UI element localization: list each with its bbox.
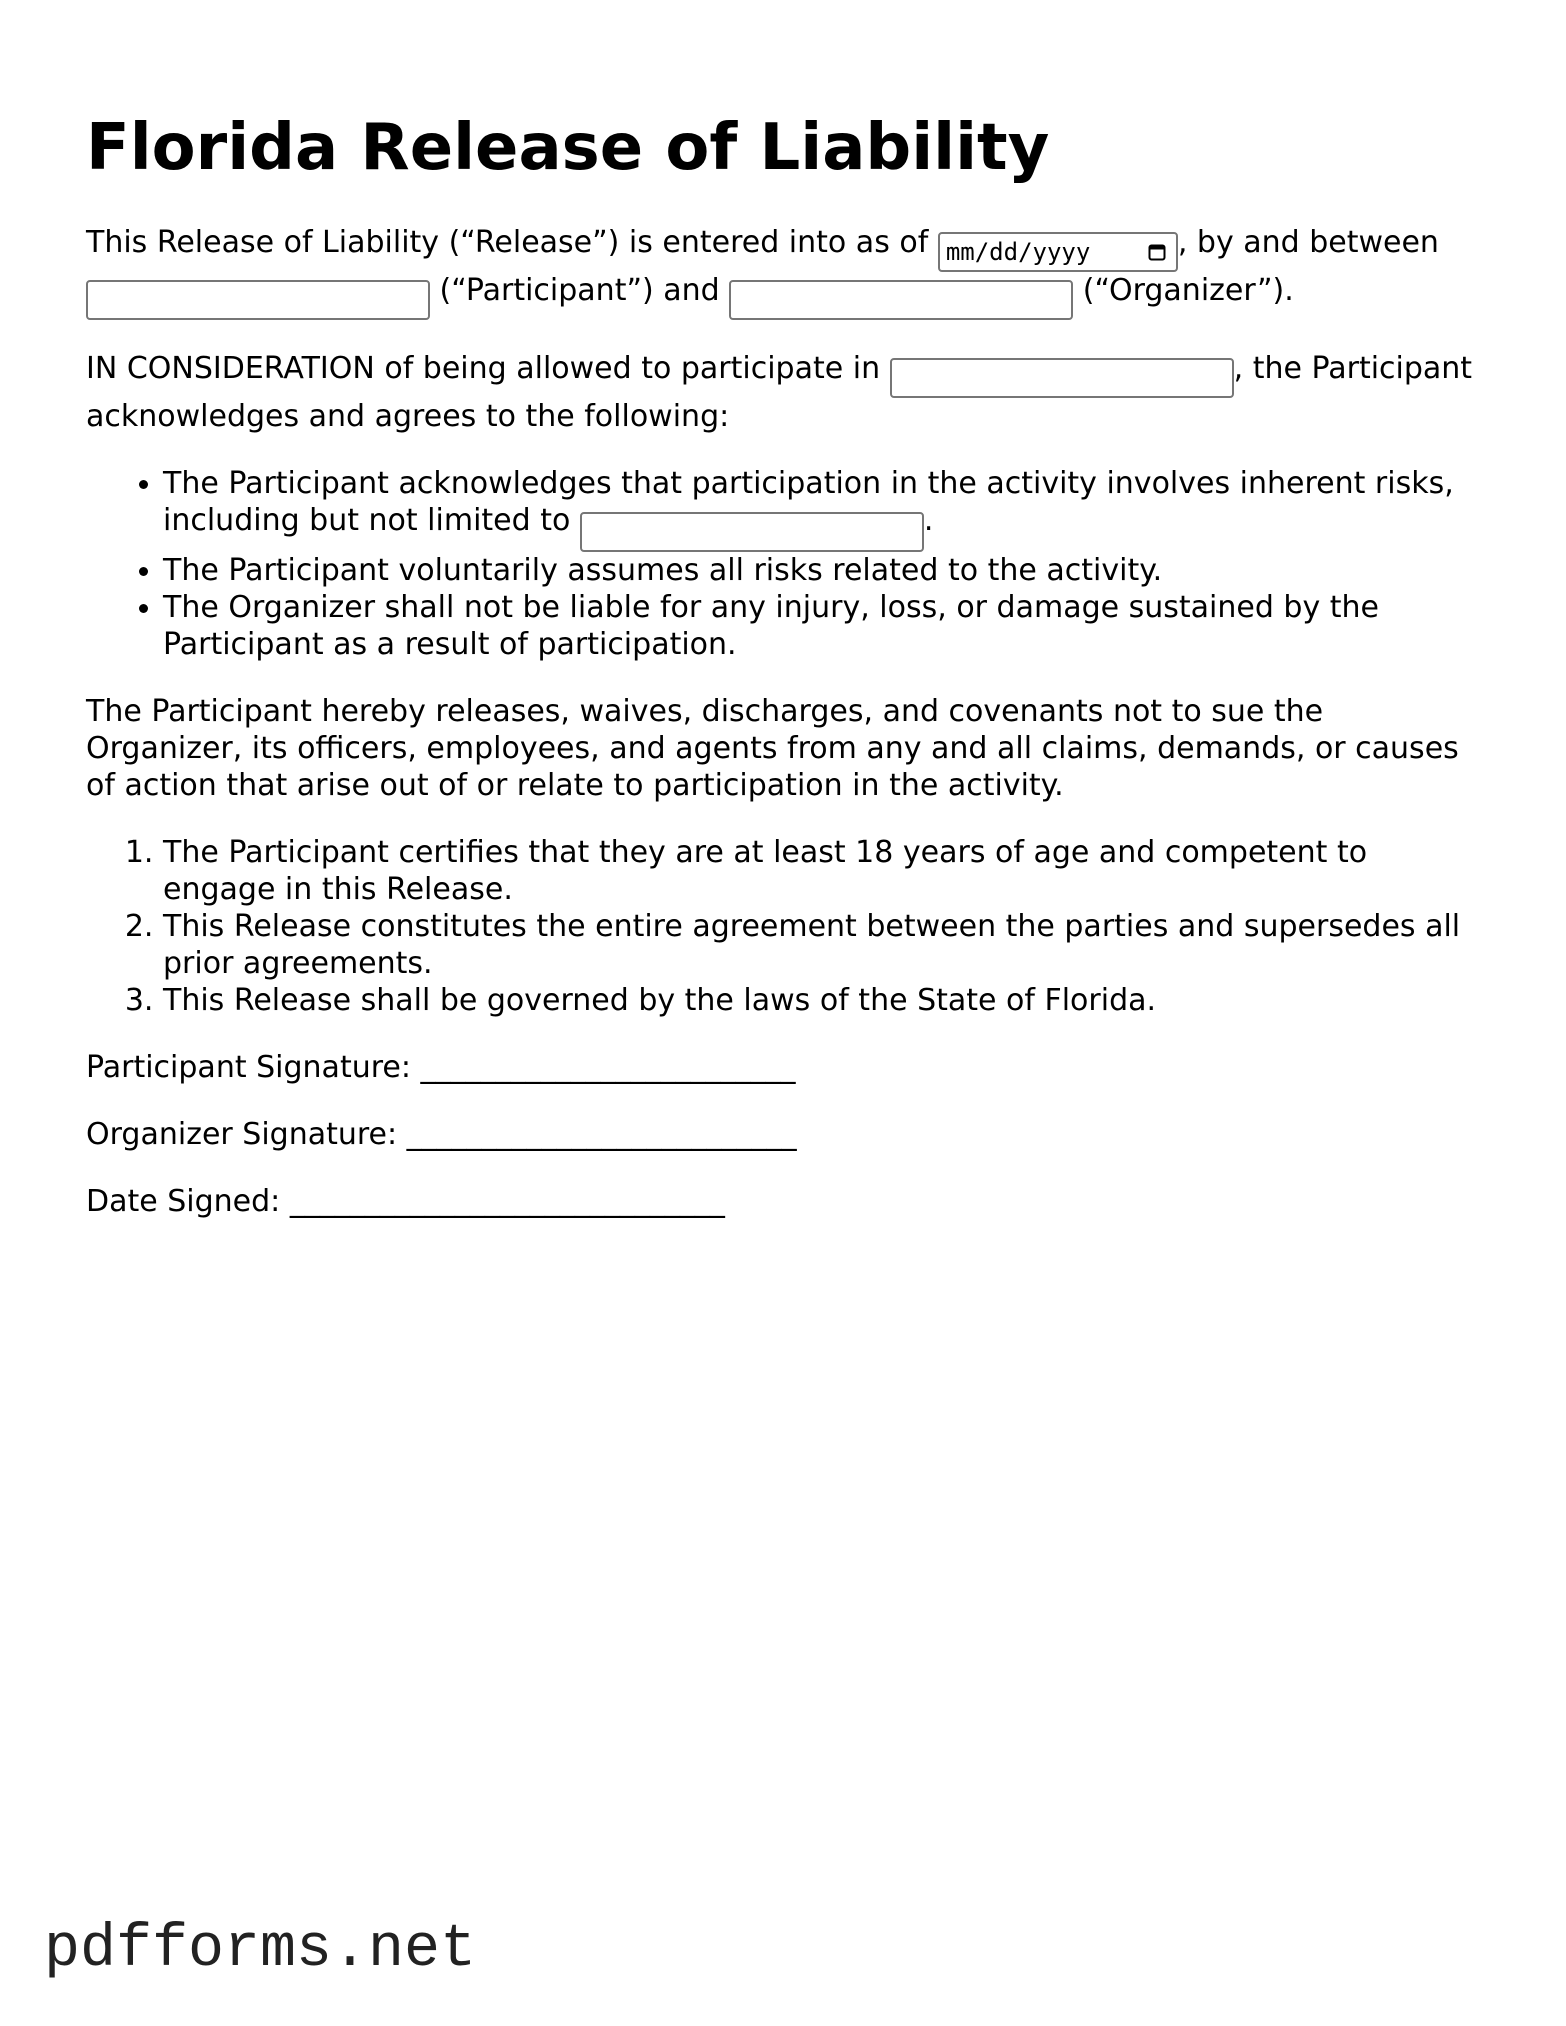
calendar-icon[interactable] — [1148, 243, 1166, 261]
participant-label: (“Participant”) and — [439, 273, 720, 308]
consideration-text-before: IN CONSIDERATION of being allowed to participate in — [86, 351, 881, 386]
participant-name-input[interactable] — [86, 280, 430, 320]
intro-text-after-date: , by and between — [1177, 225, 1439, 260]
site-watermark: pdfforms.net — [44, 1916, 477, 1984]
date-signed-blank: _____________________________ — [289, 1184, 725, 1219]
date-placeholder: mm/dd/yyyy — [945, 238, 1091, 266]
organizer-signature-blank: __________________________ — [406, 1117, 797, 1152]
release-paragraph: The Participant hereby releases, waives, discharges, and covenants not to sue the Organizer, its officers, employees, and agents from any and all claims, demands, or causes of action that arise out of or relate to participation in the activity. — [86, 694, 1459, 803]
participant-signature-label: Participant Signature: — [86, 1050, 411, 1085]
agreement-date-input[interactable] — [938, 232, 1178, 272]
risk-item-text: The Participant acknowledges that participation in the activity involves inherent risks, including but not limited to — [163, 466, 1454, 538]
list-item: 2. This Release constitutes the entire agreement between the parties and supersedes all prior agreements. — [163, 908, 1486, 982]
date-signed-line — [86, 1183, 1486, 1220]
list-item: 3. This Release shall be governed by the laws of the State of Florida. — [163, 982, 1486, 1019]
list-item: • The Participant voluntarily assumes all risks related to the activity. — [163, 552, 1486, 589]
participant-signature-blank: _________________________ — [420, 1050, 796, 1085]
acknowledgements-list — [86, 465, 1486, 663]
date-signed-label: Date Signed: — [86, 1184, 281, 1219]
terms-list — [86, 834, 1486, 1019]
intro-paragraph — [86, 224, 1486, 320]
intro-text-before-date: This Release of Liability (“Release”) is entered into as of — [86, 225, 929, 260]
release-form — [86, 100, 1486, 1250]
consideration-paragraph — [86, 350, 1486, 435]
risk-item-period: . — [923, 503, 934, 538]
list-item: • The Organizer shall not be liable for any injury, loss, or damage sustained by the Participant as a result of participation. — [163, 589, 1486, 663]
organizer-signature-line — [86, 1116, 1486, 1153]
organizer-name-input[interactable] — [729, 280, 1073, 320]
activity-input[interactable] — [890, 358, 1234, 398]
risks-input[interactable] — [580, 512, 924, 552]
page-title: Florida Release of Liability — [86, 111, 1050, 185]
organizer-label: (“Organizer”). — [1082, 273, 1294, 308]
participant-signature-line — [86, 1049, 1486, 1086]
consideration-text-after: , the Participant acknowledges and agrees to the following: — [86, 351, 1473, 434]
organizer-signature-label: Organizer Signature: — [86, 1117, 398, 1152]
list-item: 1. The Participant certifies that they are at least 18 years of age and competent to engage in this Release. — [163, 834, 1486, 908]
list-item — [163, 465, 1486, 552]
